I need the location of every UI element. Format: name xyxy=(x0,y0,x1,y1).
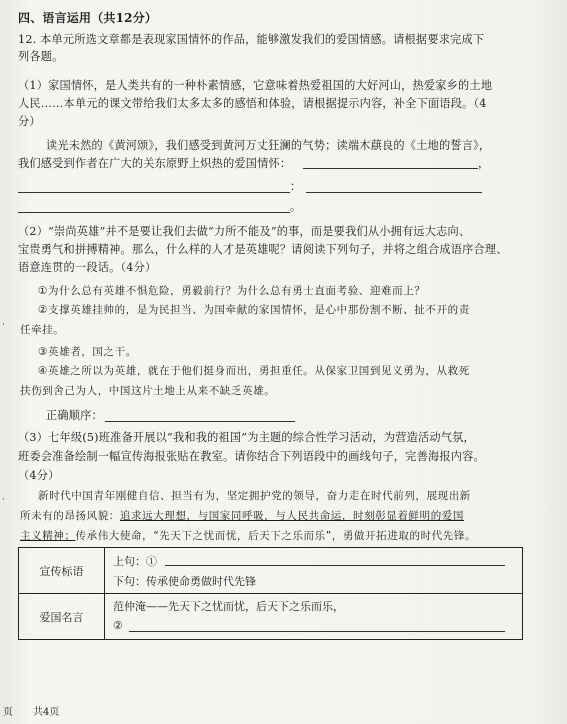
answer-line-1a[interactable] xyxy=(303,168,478,169)
sentence-2b: 任牵挂。 xyxy=(20,324,65,336)
passage-line1: 新时代中国青年刚健自信、担当有为，坚定拥护党的领导，奋力走在时代前列，展现出新 xyxy=(38,490,471,502)
q12-part1-line2: 人民……本单元的课文带给我们太多太多的感悟和体验，请根据提示内容，补全下面语段。（4 xyxy=(18,97,487,110)
answer-line-1c[interactable] xyxy=(306,192,482,193)
q12-part3-line3: （4分） xyxy=(18,469,60,482)
passage-line2 xyxy=(20,509,545,523)
q12-part2-line3: 语意连贯的一段话。（4分） xyxy=(18,261,157,274)
poster-slogan-cell xyxy=(105,548,523,594)
slogan-upper-label: 上句：① xyxy=(113,555,157,568)
passage-line3-rest: 传承伟大使命，“先天下之忧而忧，后天下之乐而乐”，勇做开拓进取的时代先锋。 xyxy=(75,530,477,542)
margin-mark-1: · xyxy=(2,320,5,330)
margin-mark-2: · xyxy=(2,495,5,505)
poster-quote-cell xyxy=(105,594,523,640)
q12-part1-line4: 读光未然的《黄河颂》，我们感受到黄河万丈狂澜的气势；读端木蕻良的《土地的誓言》， xyxy=(46,139,491,152)
slogan-upper-answer-line[interactable] xyxy=(165,565,505,566)
order-label: 正确顺序： xyxy=(46,409,103,422)
sentence-3: ③英雄者，国之干。 xyxy=(38,346,137,358)
slogan-lower-text: 下句：传承使命勇做时代先锋 xyxy=(113,575,256,588)
q12-part1-line3: 分） xyxy=(18,115,41,128)
poster-table xyxy=(18,547,523,640)
q12-part1-line5: 我们感受到作者在广大的关东原野上炽热的爱国情怀： xyxy=(18,157,292,170)
footer-page-label: 页 xyxy=(3,707,13,718)
poster-quote-label: 爱国名言 xyxy=(19,594,105,640)
answer-line-1b[interactable] xyxy=(18,192,290,193)
quote-line2-label: ② xyxy=(113,619,123,632)
colon-mark: ： xyxy=(290,180,302,193)
passage-line3 xyxy=(20,529,545,543)
comma-mark: ， xyxy=(478,157,490,170)
quote-line1: 范仲淹——先天下之忧而忧，后天下之乐而乐， xyxy=(113,600,344,613)
q12-intro-line1: 12. 本单元所选文章都是表现家国情怀的作品，能够激发我们的爱国情感。请根据要求完成下 xyxy=(18,33,485,46)
quote-answer-line[interactable] xyxy=(129,631,505,632)
passage-underlined-1: 追求远大理想，与国家同呼吸，与人民共命运，时刻彰显着鲜明的爱国 xyxy=(119,510,465,522)
period-mark: 。 xyxy=(290,200,302,213)
sentence-4a: ④英雄之所以为英雄，就在于他们挺身而出，勇担重任。从保家卫国到见义勇为，从救死 xyxy=(38,365,470,377)
q12-part3-line1: （3）七年级(5)班准备开展以“我和我的祖国”为主题的综合性学习活动，为营造活动气氛， xyxy=(18,431,475,444)
sentence-1: ①为什么总有英雄不惧危险，勇毅前行？为什么总有勇士直面考验、迎难而上？ xyxy=(38,285,426,297)
q12-part2-line2: 宝贵勇气和拼搏精神。那么，什么样的人才是英雄呢？请阅读下列句子，并将之组合成语序合理、 xyxy=(18,243,508,256)
footer-total-pages: 共4页 xyxy=(33,707,60,718)
sentence-2a: ②支撑英雄挂帅的，是为民担当、为国牵献的家国情怀，是心中那份割不断、扯不开的责 xyxy=(38,304,470,316)
order-answer-line[interactable] xyxy=(105,421,295,422)
q12-part3-line2: 班委会准备绘制一幅宣传海报张贴在教室。请你结合下列语段中的画线句子，完善海报内容。 xyxy=(18,450,485,463)
passage-underlined-2: 主义精神； xyxy=(20,530,76,542)
q12-intro-line2: 列各题。 xyxy=(18,50,64,63)
q12-part2-line1: （2）“崇尚英雄”并不是要让我们去做“力所不能及”的事，而是要我们从小拥有远大志向、 xyxy=(18,225,471,238)
answer-line-1d[interactable] xyxy=(18,212,290,213)
q12-part1-line1: （1）家国情怀，是人类共有的一种朴素情感，它意味着热爱祖国的大好河山，热爱家乡的土地 xyxy=(18,79,493,92)
passage-line2-start: 所未有的昂扬风貌： xyxy=(20,510,120,522)
sentence-4b: 扶伤到舍己为人，中国这片土地上从来不缺乏英雄。 xyxy=(20,385,276,397)
section-title: 四、语言运用（共12分） xyxy=(18,11,158,25)
poster-slogan-label: 宣传标语 xyxy=(19,548,105,594)
